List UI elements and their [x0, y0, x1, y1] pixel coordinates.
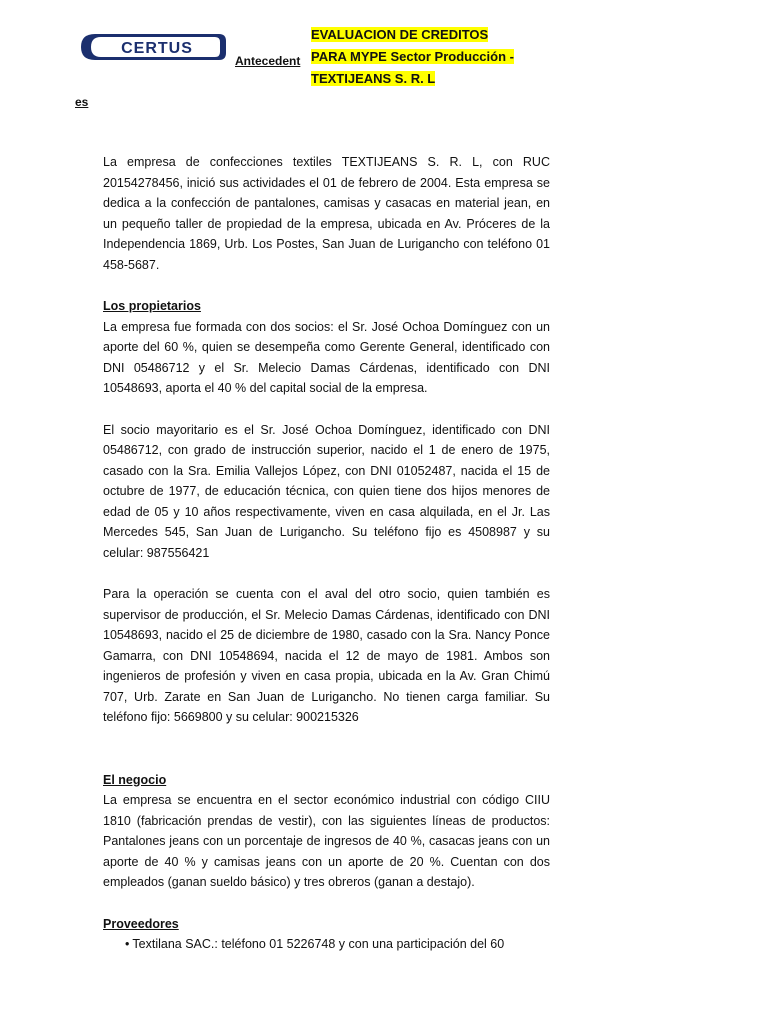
certus-logo — [79, 32, 227, 62]
section-heading-proveedores: Proveedores — [103, 916, 179, 931]
proveedores-list — [103, 934, 550, 955]
logo-text: CERTUS — [121, 40, 193, 57]
propietarios-paragraph-3: Para la operación se cuenta con el aval del otro socio, quien también es supervisor de producción, el Sr. Melecio Damas Cárdenas, identificado con DNI 10548693, nacido el 25 de diciembre de 1980, casado con la Sra. Nancy Ponce Gamarra, con DNI 10548694, nacida el 12 de mayo de 1981. Ambos son ingenieros de profesión y viven en casa propia, ubicada en la Av. Gran Chimú 707, Urb. Zarate en San Juan de Lurigancho. No tienen carga familiar. Su teléfono fijo: 5669800 y su celular: 900215326 — [103, 587, 550, 724]
propietarios-paragraph-2: El socio mayoritario es el Sr. José Ochoa Domínguez, identificado con DNI 05486712, con grado de instrucción superior, nacido el 1 de enero de 1975, casado con la Sra. Emilia Vallejos López, con DNI 01052487, nacida el 15 de octubre de 1977, de educación técnica, con quien tiene dos hijos menores de edad de 05 y 10 años respectivamente, viven en casa alquilada, en el Jr. Las Mercedes 545, San Juan de Lurigancho. Su teléfono fijo es 4508987 y su celular: 987556421 — [103, 422, 550, 560]
intro-paragraph: La empresa de confecciones textiles TEXTIJEANS S. R. L, con RUC 20154278456, inició sus actividades el 01 de febrero de 2004. Esta empresa se dedica a la confección de pantalones, camisas y casacas en material jean, en un pequeño taller de propiedad de la empresa, ubicada en Av. Próceres de la Independencia 1869, Urb. Los Postes, San Juan de Lurigancho con teléfono 01 458-5687. — [103, 155, 550, 272]
document-title — [311, 24, 551, 90]
section-heading-negocio: El negocio — [103, 772, 167, 787]
title-line-3: TEXTIJEANS S. R. L — [311, 71, 436, 86]
title-line-2: PARA MYPE Sector Producción - — [311, 49, 514, 64]
antecedent-label-continuation: es — [75, 95, 89, 109]
document-body — [103, 152, 550, 955]
negocio-paragraph: La empresa se encuentra en el sector económico industrial con código CIIU 1810 (fabricación prendas de vestir), con las siguientes líneas de productos: Pantalones jeans con un porcentaje de ingresos de 40 %, casacas jeans con un aporte de 40 % y camisas jeans con un aporte de 20 %. Cuentan con dos empleados (ganan sueldo básico) y tres obreros (ganan a destajo). — [103, 793, 550, 889]
propietarios-paragraph-1: La empresa fue formada con dos socios: el Sr. José Ochoa Domínguez con un aporte del 60 %, quien se desempeña como Gerente General, identificado con DNI 05486712 y el Sr. Melecio Damas Cárdenas, identificado con DNI 10548693, aporta el 40 % del capital social de la empresa. — [103, 319, 550, 395]
section-heading-propietarios: Los propietarios — [103, 299, 201, 313]
list-item: • Textilana SAC.: teléfono 01 5226748 y con una participación del 60 — [125, 934, 550, 955]
title-line-1: EVALUACION DE CREDITOS — [311, 27, 489, 42]
antecedent-label: Antecedent — [235, 54, 301, 68]
